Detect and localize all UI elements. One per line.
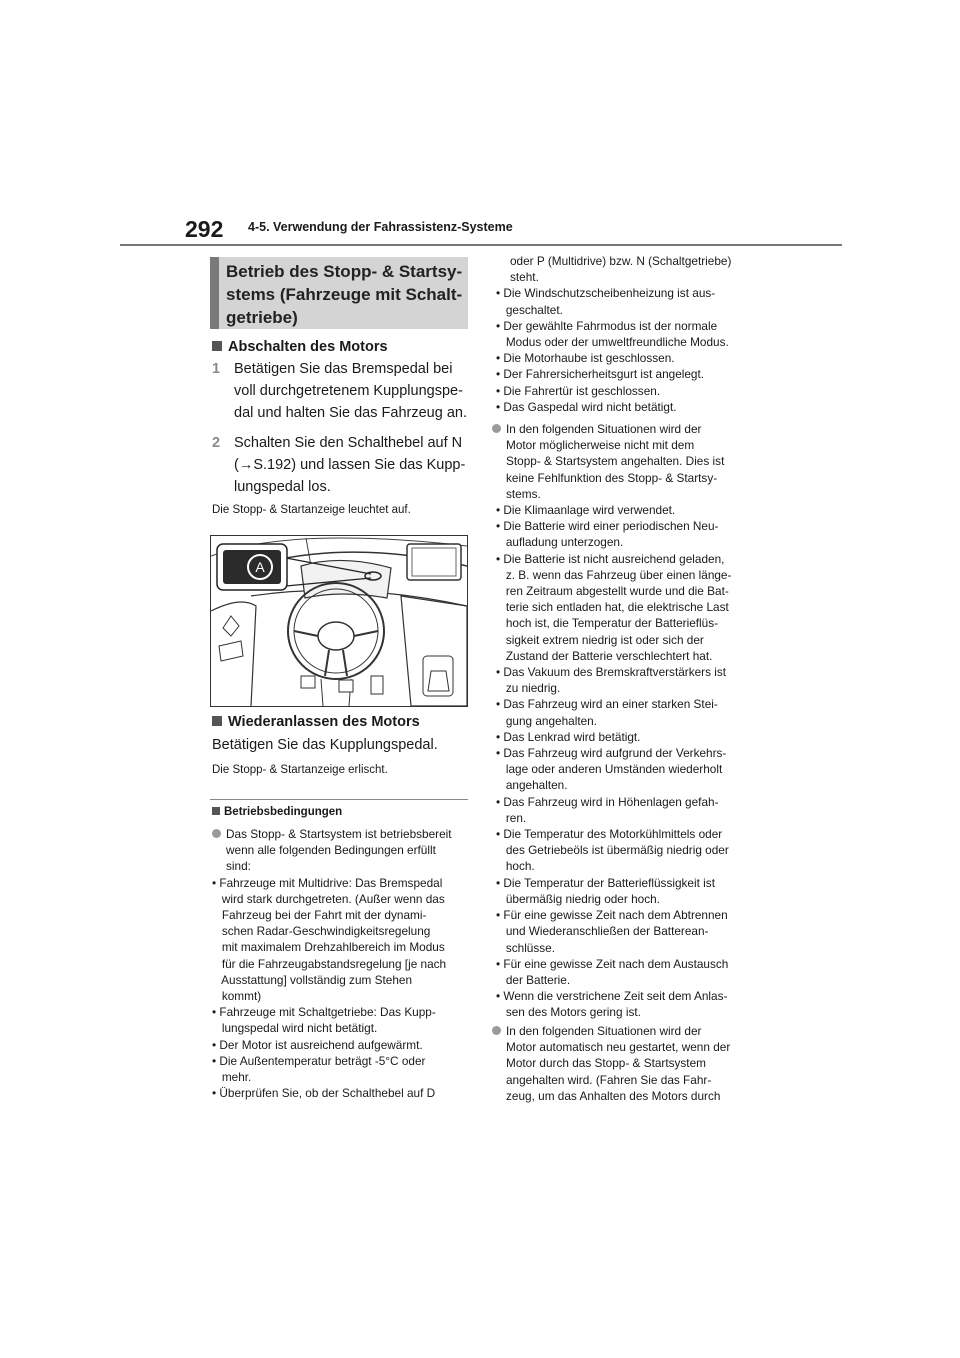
circle-bullet-icon <box>492 1026 501 1035</box>
section-title: 4-5. Verwendung der Fahrassistenz-Systeme <box>248 220 513 234</box>
text-line: • Fahrzeuge mit Multidrive: Das Bremspedal <box>212 875 443 890</box>
text-line: • Für eine gewisse Zeit nach dem Abtrennen <box>496 908 728 923</box>
text-line: kommt) <box>212 989 262 1004</box>
step-line: (→S.192) und lassen Sie das Kupp- <box>234 457 466 473</box>
text-line: • Die Batterie wird einer periodischen Neu- <box>496 519 719 534</box>
step-1 <box>212 358 470 424</box>
text-line: • Die Temperatur des Motorkühlmittels oder <box>496 827 723 842</box>
text-line: • Die Batterie ist nicht ausreichend geladen, <box>496 551 725 566</box>
text-line: • Das Fahrzeug wird aufgrund der Verkehrs- <box>496 746 727 761</box>
text-line: lungspedal wird nicht betätigt. <box>212 1021 378 1036</box>
text-line: zeug, um das Anhalten des Motors durch <box>506 1088 721 1103</box>
restart-heading <box>212 714 420 730</box>
text-line: angehalten. <box>496 778 568 793</box>
circle-bullet-icon <box>492 424 501 433</box>
text-line: Modus oder der umweltfreundliche Modus. <box>496 335 729 350</box>
text-line: • Das Fahrzeug wird an einer starken Stei- <box>496 697 718 712</box>
auto-restart-block <box>492 1023 766 1104</box>
conditions-continued <box>496 253 766 415</box>
text-line: mehr. <box>212 1070 252 1085</box>
text-line: geschaltet. <box>496 302 563 317</box>
text-line: Motor automatisch neu gestartet, wenn der <box>506 1040 731 1055</box>
stop-heading <box>212 339 388 355</box>
step-number: 1 <box>212 361 221 377</box>
text-line: Zustand der Batterie verschlechtert hat. <box>496 648 713 663</box>
conditions-block <box>212 826 470 1101</box>
restart-text: Betätigen Sie das Kupplungspedal. <box>212 737 438 753</box>
section-heading-box <box>210 257 468 329</box>
no-stop-situations-block <box>492 421 766 1021</box>
header-rule <box>120 244 842 246</box>
text-line: Fahrzeug bei der Fahrt mit der dynami- <box>212 908 427 923</box>
text-line: des Getriebeöls ist übermäßig niedrig oder <box>496 843 729 858</box>
text-line: terie sich entladen hat, die elektrische Last <box>496 600 729 615</box>
step-line: Betätigen Sie das Bremspedal bei <box>234 361 453 377</box>
text-line: der Batterie. <box>496 972 571 987</box>
text-line: hoch ist, die Temperatur der Batterieflüs- <box>496 616 719 631</box>
heading-line: getriebe) <box>226 308 298 327</box>
text-line: sigkeit extrem niedrig ist oder sich der <box>496 632 704 647</box>
text-line: wird stark durchgetreten. (Außer wenn das <box>212 891 445 906</box>
text-line: • Überprüfen Sie, ob der Schalthebel auf D <box>212 1086 436 1101</box>
text-line: • Das Lenkrad wird betätigt. <box>496 729 641 744</box>
text-line: • Der Motor ist ausreichend aufgewärmt. <box>212 1037 423 1052</box>
text-line: • Für eine gewisse Zeit nach dem Austausch <box>496 956 729 971</box>
text-line: • Die Temperatur der Batterieflüssigkeit ist <box>496 875 715 890</box>
text-line: steht. <box>510 270 539 285</box>
text-line: • Wenn die verstrichene Zeit seit dem Anlas- <box>496 989 728 1004</box>
text-line: Motor möglicherweise nicht mit dem <box>506 438 695 453</box>
text-line: zu niedrig. <box>496 681 561 696</box>
text-line: hoch. <box>496 859 535 874</box>
text-line: • Die Windschutzscheibenheizung ist aus- <box>496 286 716 301</box>
text-line: Das Stopp- & Startsystem ist betriebsbereit <box>226 827 452 841</box>
text-line: mit maximalem Drehzahlbereich im Modus <box>212 940 445 955</box>
text-line: keine Fehlfunktion des Stopp- & Startsy- <box>506 470 718 485</box>
step-line: lungspedal los. <box>234 479 331 495</box>
text-line: für die Fahrzeugabstandsregelung [je nach <box>212 956 447 971</box>
text-line: angehalten wird. (Fahren Sie das Fahr- <box>506 1072 712 1087</box>
step-line: Schalten Sie den Schalthebel auf N <box>234 435 463 451</box>
circle-bullet-icon <box>212 829 221 838</box>
restart-heading-text: Wiederanlassen des Motors <box>228 714 420 730</box>
page-number: 292 <box>185 216 224 242</box>
text-line: • Der Fahrersicherheitsgurt ist angelegt. <box>496 367 705 382</box>
heading-line: stems (Fahrzeuge mit Schalt- <box>226 285 463 304</box>
text-line: • Die Motorhaube ist geschlossen. <box>496 351 675 366</box>
text-line: • Das Gaspedal wird nicht betätigt. <box>496 399 677 414</box>
text-line: schlüsse. <box>496 940 556 955</box>
text-line: Motor durch das Stopp- & Startsystem <box>506 1056 706 1071</box>
text-line: • Die Außentemperatur beträgt -5°C oder <box>212 1053 426 1068</box>
text-line: Stopp- & Startsystem angehalten. Dies ist <box>506 454 725 469</box>
notes-rule <box>210 799 468 800</box>
step-line: dal und halten Sie das Fahrzeug an. <box>234 405 467 421</box>
text-line: • Die Fahrertür ist geschlossen. <box>496 383 661 398</box>
text-line: oder P (Multidrive) bzw. N (Schaltgetriebe) <box>510 254 732 268</box>
text-line: • Fahrzeuge mit Schaltgetriebe: Das Kupp- <box>212 1005 436 1020</box>
text-line: sen des Motors gering ist. <box>496 1005 641 1020</box>
text-line: sind: <box>226 859 251 874</box>
restart-result-text: Die Stopp- & Startanzeige erlischt. <box>212 764 388 776</box>
text-line: ren. <box>496 810 527 825</box>
heading-line: Betrieb des Stopp- & Startsy- <box>226 262 463 281</box>
text-line: In den folgenden Situationen wird der <box>506 1024 702 1038</box>
step-number: 2 <box>212 435 221 451</box>
conditions-heading <box>212 806 342 818</box>
text-line: • Das Vakuum des Bremskraftverstärkers ist <box>496 665 727 680</box>
text-line: • Die Klimaanlage wird verwendet. <box>496 503 676 518</box>
callout-label-a: A <box>247 554 273 580</box>
text-line: wenn alle folgenden Bedingungen erfüllt <box>226 843 436 858</box>
text-line: z. B. wenn das Fahrzeug über einen länge- <box>496 567 732 582</box>
text-line: Ausstattung] vollständig zum Stehen <box>212 972 413 987</box>
text-line: • Der gewählte Fahrmodus ist der normale <box>496 318 718 333</box>
square-bullet-icon <box>212 716 222 726</box>
text-line: ren Zeitraum abgestellt wurde und die Bat- <box>496 584 729 599</box>
text-line: gung angehalten. <box>496 713 598 728</box>
square-bullet-icon <box>212 341 222 351</box>
text-line: lage oder anderen Umständen wiederholt <box>496 762 723 777</box>
stop-heading-text: Abschalten des Motors <box>228 339 388 355</box>
conditions-heading-text: Betriebsbedingungen <box>224 806 343 818</box>
dashboard-illustration <box>210 535 468 707</box>
square-bullet-icon <box>212 807 220 815</box>
text-line: stems. <box>506 486 541 501</box>
step-line: voll durchgetretenem Kupplungspe- <box>234 383 463 399</box>
text-line: übermäßig niedrig oder hoch. <box>496 891 660 906</box>
text-line: schen Radar-Geschwindigkeitsregelung <box>212 924 431 939</box>
stop-result-text: Die Stopp- & Startanzeige leuchtet auf. <box>212 504 411 516</box>
step-2 <box>212 432 470 498</box>
text-line: • Das Fahrzeug wird in Höhenlagen gefah- <box>496 794 719 809</box>
text-line: In den folgenden Situationen wird der <box>506 422 702 436</box>
text-line: aufladung unterzogen. <box>496 535 624 550</box>
text-line: und Wiederanschließen der Batterean- <box>496 924 709 939</box>
